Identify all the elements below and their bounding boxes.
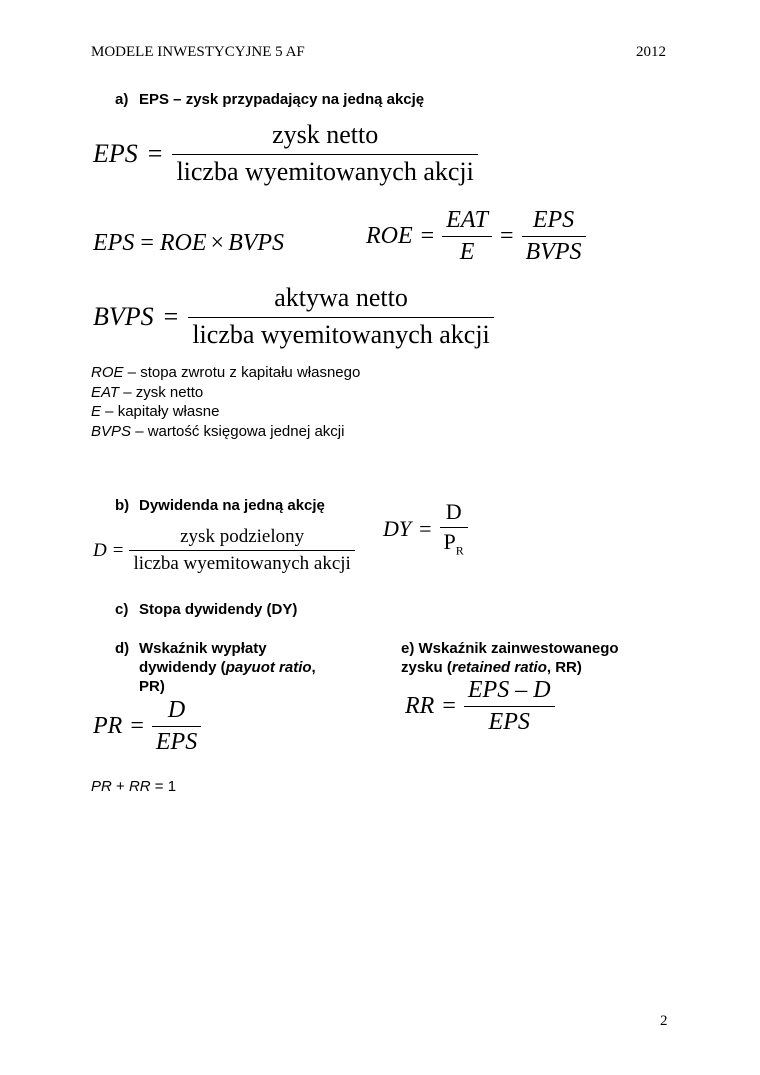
formula-equals: = [140,230,154,256]
formula-eps-roe-bvps [93,230,284,257]
numerator: D [167,697,186,723]
section-d-title-line2-italic: payuot ratio [225,659,312,676]
denominator [440,527,468,558]
formula-lhs: DY [383,515,412,541]
definition-e [91,402,360,422]
definition-desc: – stopa zwrotu z kapitału własnego [123,364,361,381]
formula-term-roe: ROE [159,230,207,256]
section-a-heading [115,91,424,108]
section-c-heading [115,601,297,618]
section-e-heading [401,639,619,677]
document-header-year: 2012 [636,44,666,60]
formula-equals: = [147,138,163,168]
fraction-eps-bvps [522,207,586,266]
formula-lhs: EPS [93,138,138,168]
formula-retained-ratio [405,677,555,736]
section-d-label: d) [115,640,130,657]
identity-pr-rr [91,778,176,795]
section-e-title-line2-pre: zysku ( [401,659,452,676]
denominator: liczba wyemitowanych akcji [172,154,477,187]
identity-rr: RR [128,778,151,795]
definition-desc: – zysk netto [119,383,204,401]
formula-equals: = [499,223,514,249]
formula-equals: = [442,693,456,719]
formula-payout-ratio [93,697,201,756]
numerator: EAT [446,207,488,233]
numerator: D [445,499,462,524]
fraction-eat-e [442,207,492,266]
denominator-main: P [443,529,456,554]
formula-roe [366,207,586,266]
section-a-label: a) [115,91,129,108]
formula-dividend [93,526,355,575]
section-c-title: Stopa dywidendy (DY) [139,601,298,618]
fraction [440,499,468,558]
definition-roe [91,363,360,383]
denominator: BVPS [522,236,586,266]
numerator: EPS – D [467,677,551,703]
definition-desc: – wartość księgowa jednej akcji [131,422,345,440]
section-e-title-line2-post: , RR) [546,659,582,676]
definition-term: E [91,403,102,420]
formula-lhs: PR [93,713,123,739]
section-d-title-line2-post: , [311,659,316,676]
fraction [152,697,201,756]
formula-lhs: EPS [93,230,135,256]
denominator: E [442,236,492,266]
section-e-title-line1: Wskaźnik zainwestowanego [418,640,619,657]
definition-term: ROE [91,364,124,381]
identity-pr: PR [91,778,112,795]
document-header-title: MODELE INWESTYCYJNE 5 AF [91,44,305,60]
section-d-heading [115,639,316,696]
denominator: liczba wyemitowanych akcji [129,550,354,575]
definitions-list [91,363,360,441]
section-c-label: c) [115,601,129,618]
formula-equals: = [130,713,144,739]
formula-lhs: RR [405,693,435,719]
denominator-subscript: R [455,543,464,558]
definition-term: EAT [91,383,120,401]
page-number: 2 [660,1013,668,1029]
fraction [129,526,354,575]
denominator: liczba wyemitowanych akcji [188,317,493,350]
formula-lhs: ROE [366,223,413,249]
formula-equals: = [419,515,432,541]
definition-eat [91,383,360,403]
definition-desc: – kapitały własne [101,403,220,420]
formula-dividend-yield [383,499,468,558]
numerator: aktywa netto [274,283,408,312]
fraction [172,120,477,187]
section-e-label: e) [401,640,415,657]
section-e-title-line2-italic: retained ratio [451,659,547,676]
section-b-label: b) [115,497,130,514]
section-d-title-line1: Wskaźnik wypłaty [139,640,267,657]
formula-equals: = [112,539,124,561]
numerator: zysk netto [272,120,379,149]
numerator: EPS [532,207,575,233]
section-a-title: EPS – zysk przypadający na jedną akcję [139,91,425,108]
section-d-title-line2-pre: dywidendy ( [139,659,226,676]
definition-bvps [91,422,360,442]
fraction [464,677,555,736]
identity-plus: + [111,778,129,795]
formula-equals: = [163,301,179,331]
denominator: EPS [152,726,201,756]
formula-lhs: D [93,539,107,561]
formula-lhs: BVPS [93,301,154,331]
section-d-title-line3: PR) [139,678,165,695]
fraction [188,283,493,350]
formula-eps-definition [93,120,478,187]
section-b-heading [115,497,325,514]
numerator: zysk podzielony [180,526,305,547]
formula-bvps-definition [93,283,494,350]
formula-times: × [210,230,225,256]
formula-equals: = [420,223,435,249]
section-b-title: Dywidenda na jedną akcję [139,497,325,514]
formula-term-bvps: BVPS [228,230,285,256]
identity-rest: = 1 [150,778,177,795]
definition-term: BVPS [91,422,132,440]
denominator: EPS [464,706,555,736]
